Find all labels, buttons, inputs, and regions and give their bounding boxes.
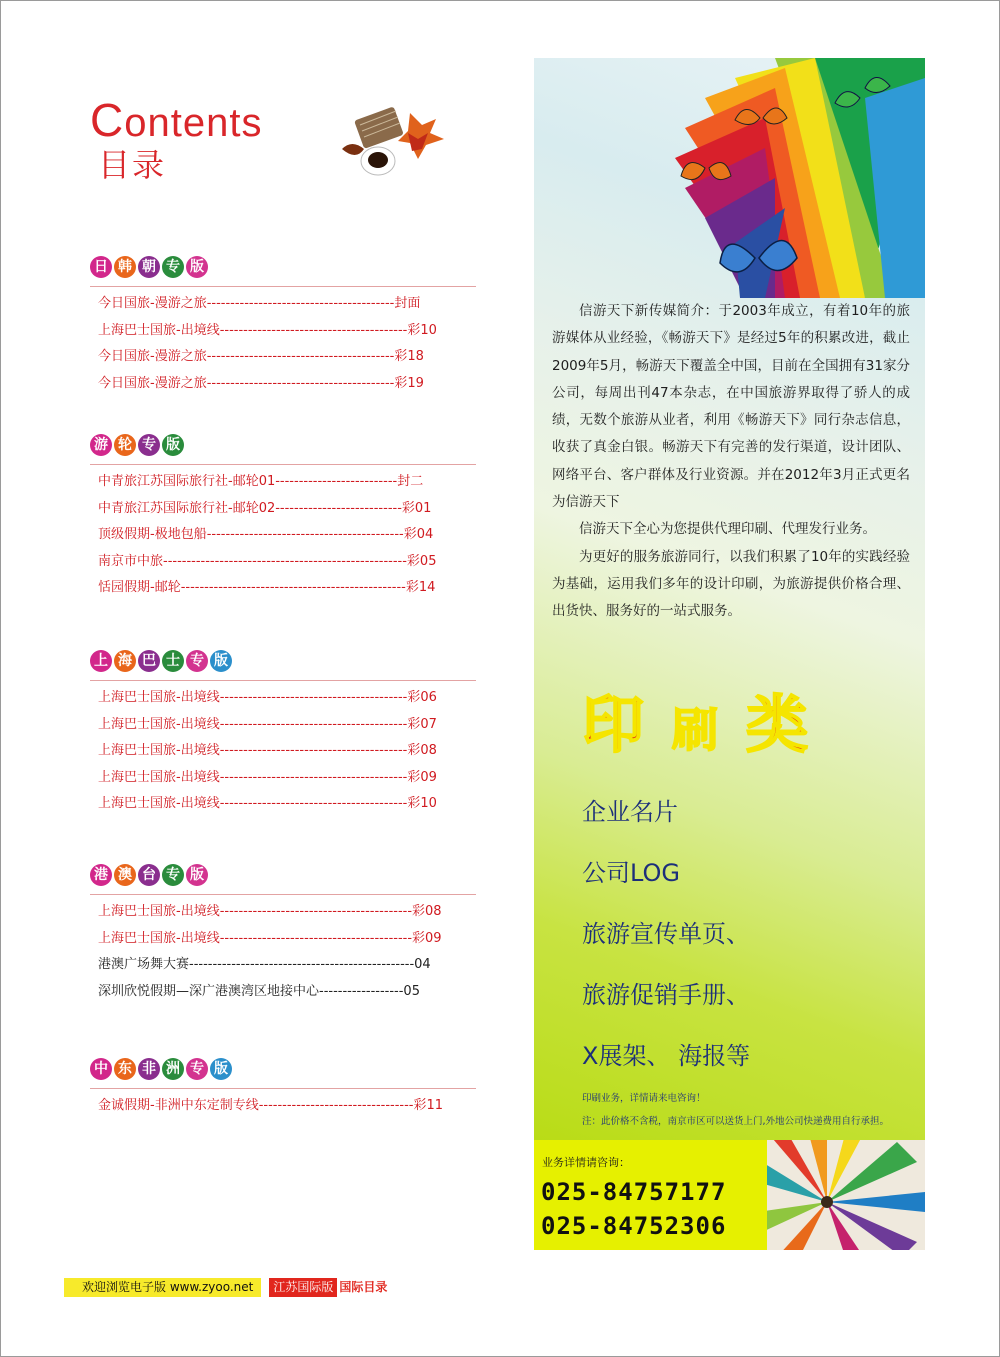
heading-chip: 中 bbox=[90, 1058, 112, 1080]
footer-bar bbox=[64, 1278, 387, 1297]
heading-chip: 士 bbox=[162, 650, 184, 672]
print-category-title: 印 刷 类 bbox=[582, 688, 813, 761]
heading-chip: 专 bbox=[162, 256, 184, 278]
toc-entry[interactable]: 上海巴士国旅-出境线-----------------------------------------彩09 bbox=[98, 930, 442, 946]
heading-chip: 海 bbox=[114, 650, 136, 672]
heading-chip: 版 bbox=[210, 1058, 232, 1080]
heading-chip: 朝 bbox=[138, 256, 160, 278]
heading-chip: 版 bbox=[162, 434, 184, 456]
service-list bbox=[582, 792, 750, 1097]
footer-catalog: 国际目录 bbox=[339, 1280, 388, 1294]
contents-subtitle: 目录 bbox=[98, 146, 167, 184]
heading-chip: 版 bbox=[186, 256, 208, 278]
toc-entry[interactable]: 中青旅江苏国际旅行社-邮轮02---------------------------彩01 bbox=[98, 500, 432, 516]
heading-chip: 版 bbox=[186, 864, 208, 886]
section-heading bbox=[90, 434, 490, 458]
section-divider bbox=[90, 464, 476, 465]
intro-paragraph: 为更好的服务旅游同行，以我们积累了10年的实践经验为基础，运用我们多年的设计印刷，为旅游提供价格合理、出货快、服务好的一站式服务。 bbox=[552, 548, 910, 620]
price-note: 注：此价格不含税，南京市区可以送货上门,外地公司快递费用自行承担。 bbox=[582, 1116, 890, 1127]
service-item: X展架、 海报等 bbox=[582, 1042, 751, 1070]
toc-entry[interactable]: 上海巴士国旅-出境线----------------------------------------彩09 bbox=[98, 769, 437, 785]
heading-chip: 非 bbox=[138, 1058, 160, 1080]
section-divider bbox=[90, 894, 476, 895]
section-middle-east-africa bbox=[90, 1058, 490, 1120]
section-heading bbox=[90, 256, 490, 280]
heading-chip: 洲 bbox=[162, 1058, 184, 1080]
heading-chip: 韩 bbox=[114, 256, 136, 278]
heading-chip: 游 bbox=[90, 434, 112, 456]
footer-edition: 江苏国际版 bbox=[269, 1278, 337, 1297]
section-cruise bbox=[90, 434, 490, 602]
toc-entry[interactable]: 今日国旅-漫游之旅----------------------------------------彩18 bbox=[98, 349, 424, 365]
heading-chip: 专 bbox=[186, 1058, 208, 1080]
section-japan-korea bbox=[90, 256, 490, 397]
section-heading bbox=[90, 1058, 490, 1082]
toc-entry[interactable]: 深圳欣悦假期—深广港澳湾区地接中心------------------05 bbox=[98, 983, 420, 999]
phone-number[interactable]: 025-84752306 bbox=[541, 1212, 727, 1240]
heading-chip: 上 bbox=[90, 650, 112, 672]
service-item: 旅游宣传单页、 bbox=[582, 920, 750, 948]
section-heading bbox=[90, 650, 490, 674]
colored-pencils-image bbox=[767, 1140, 925, 1250]
intro-paragraph: 信游天下全心为您提供代理印刷、代理发行业务。 bbox=[579, 521, 876, 538]
phone-number[interactable]: 025-84757177 bbox=[541, 1178, 727, 1206]
color-swatch-fan-with-butterflies bbox=[665, 58, 925, 298]
toc-entry[interactable]: 南京市中旅----------------------------------------------------彩05 bbox=[98, 553, 437, 569]
coffee-leaves-decoration bbox=[338, 103, 448, 183]
heading-chip: 日 bbox=[90, 256, 112, 278]
section-divider bbox=[90, 680, 476, 681]
heading-chip: 澳 bbox=[114, 864, 136, 886]
toc-entry[interactable]: 金诚假期-非洲中东定制专线---------------------------------彩11 bbox=[98, 1098, 444, 1113]
contact-box bbox=[534, 1140, 767, 1250]
heading-chip: 轮 bbox=[114, 434, 136, 456]
contents-title: Contents bbox=[90, 94, 263, 146]
inquiry-note: 印刷业务，详情请来电咨询！ bbox=[582, 1093, 706, 1104]
intro-paragraph: 信游天下新传媒简介：于2003年成立，有着10年的旅游媒体从业经验，《畅游天下》是经过5年的积累改进，截止2009年5月，畅游天下覆盖全中国，目前在全国拥有31家分公司，每周出刊47本杂志，在中国旅游界取得了骄人的成绩，无数个旅游从业者，利用《畅游天下》同行杂志信息，收获了真金白银。畅游天下有完善的发行渠道，设计团队、网络平台、客户群体及行业资源。并在2012年3月正式更名为信游天下 bbox=[552, 303, 910, 511]
print-service-ad bbox=[534, 58, 925, 1140]
company-intro bbox=[552, 298, 910, 626]
service-item: 公司LOG bbox=[582, 859, 681, 887]
section-divider bbox=[90, 1088, 476, 1089]
toc-entry[interactable]: 恬园假期-邮轮------------------------------------------------彩14 bbox=[98, 580, 436, 596]
toc-entry[interactable]: 港澳广场舞大赛------------------------------------------------04 bbox=[98, 957, 431, 973]
toc-entry[interactable]: 上海巴士国旅-出境线----------------------------------------彩08 bbox=[98, 743, 437, 759]
toc-entry[interactable]: 上海巴士国旅-出境线-----------------------------------------彩08 bbox=[98, 904, 442, 919]
contact-label: 业务详情请咨询： bbox=[542, 1156, 630, 1169]
toc-entry[interactable]: 中青旅江苏国际旅行社-邮轮01--------------------------封二 bbox=[98, 474, 424, 489]
heading-chip: 东 bbox=[114, 1058, 136, 1080]
heading-chip: 版 bbox=[210, 650, 232, 672]
footer-welcome-link[interactable]: 欢迎浏览电子版 www.zyoo.net bbox=[64, 1278, 261, 1297]
toc-entry[interactable]: 今日国旅-漫游之旅----------------------------------------封面 bbox=[98, 296, 421, 311]
toc-entry[interactable]: 今日国旅-漫游之旅----------------------------------------彩19 bbox=[98, 375, 424, 391]
toc-entry[interactable]: 上海巴士国旅-出境线----------------------------------------彩07 bbox=[98, 716, 437, 732]
heading-chip: 专 bbox=[186, 650, 208, 672]
heading-chip: 港 bbox=[90, 864, 112, 886]
service-item: 企业名片 bbox=[582, 798, 678, 826]
heading-chip: 台 bbox=[138, 864, 160, 886]
heading-chip: 巴 bbox=[138, 650, 160, 672]
section-shanghai-bus bbox=[90, 650, 490, 818]
toc-entry[interactable]: 上海巴士国旅-出境线----------------------------------------彩10 bbox=[98, 322, 437, 338]
section-hk-macao-taiwan bbox=[90, 864, 490, 1005]
section-heading bbox=[90, 864, 490, 888]
section-divider bbox=[90, 286, 476, 287]
toc-entry[interactable]: 顶级假期-极地包船------------------------------------------彩04 bbox=[98, 527, 434, 543]
toc-entry[interactable]: 上海巴士国旅-出境线----------------------------------------彩06 bbox=[98, 690, 437, 705]
heading-chip: 专 bbox=[162, 864, 184, 886]
service-item: 旅游促销手册、 bbox=[582, 981, 750, 1009]
heading-chip: 专 bbox=[138, 434, 160, 456]
toc-entry[interactable]: 上海巴士国旅-出境线----------------------------------------彩10 bbox=[98, 796, 437, 812]
